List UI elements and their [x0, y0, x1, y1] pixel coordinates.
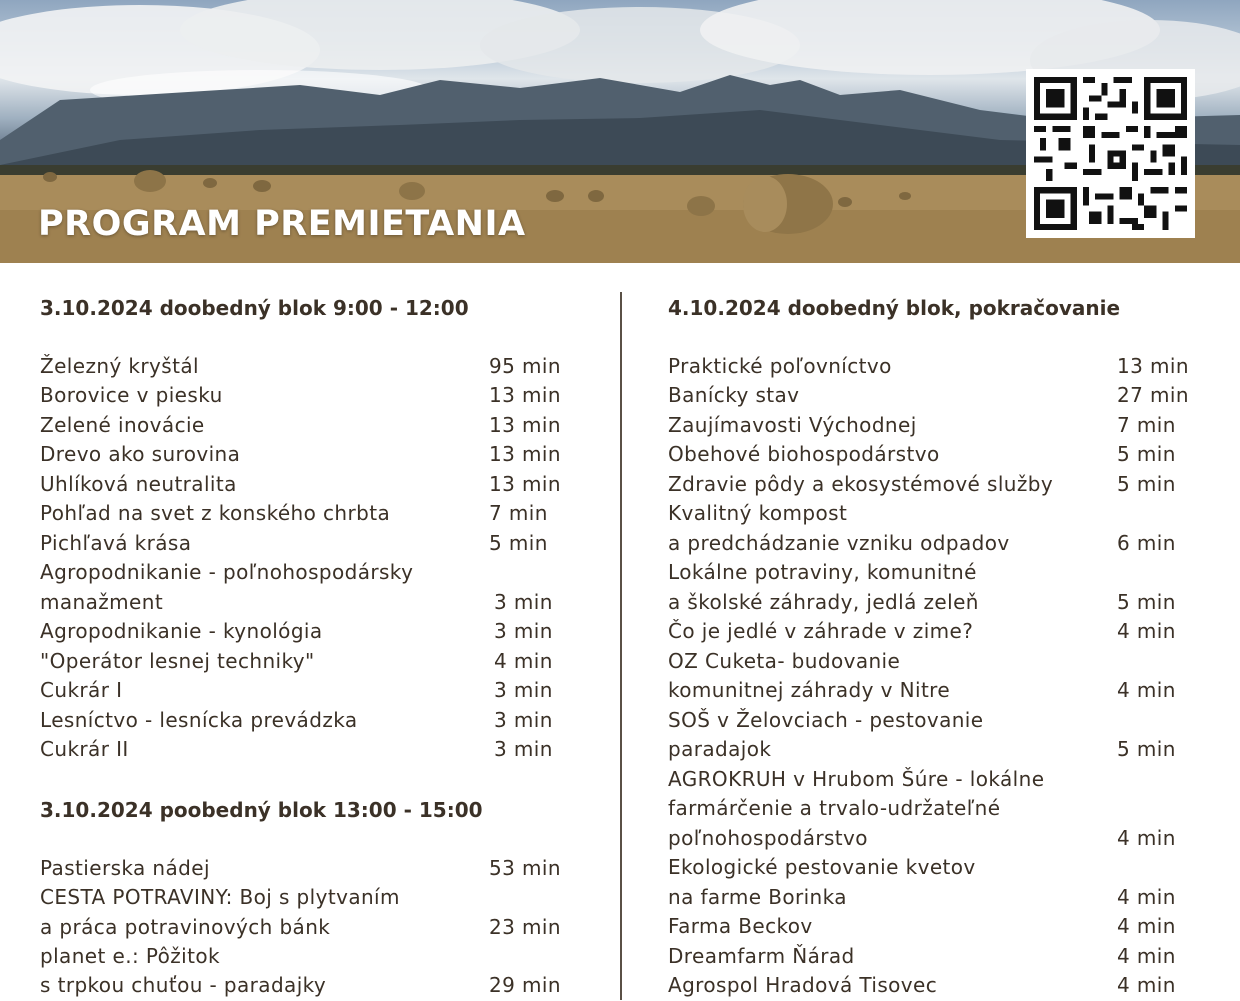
column-divider — [620, 292, 622, 1000]
program-title: Kvalitný kompost — [668, 501, 848, 525]
program-title-continued: s trpkou chuťou - paradajky — [40, 973, 327, 997]
program-title: Lesníctvo - lesnícka prevádzka — [40, 708, 358, 732]
program-title: Ekologické pestovanie kvetov — [668, 855, 976, 879]
program-duration: 53 min — [489, 856, 561, 880]
program-title: Cukrár I — [40, 678, 123, 702]
program-duration: 4 min — [1117, 678, 1176, 702]
program-duration: 6 min — [1117, 531, 1176, 555]
program-duration: 5 min — [489, 531, 548, 555]
program-title-continued: poľnohospodárstvo — [668, 826, 868, 850]
program-duration: 13 min — [1117, 354, 1189, 378]
program-title: Borovice v piesku — [40, 383, 223, 407]
program-duration: 95 min — [489, 354, 561, 378]
program-title: Pichľavá krása — [40, 531, 192, 555]
program-duration: 13 min — [489, 383, 561, 407]
program-title-continued: a predchádzanie vzniku odpadov — [668, 531, 1010, 555]
program-title-continued: na farme Borinka — [668, 885, 847, 909]
qr-code-pattern — [1034, 77, 1187, 230]
program-duration: 4 min — [1117, 914, 1176, 938]
program-title: Drevo ako surovina — [40, 442, 241, 466]
program-duration: 4 min — [1117, 885, 1176, 909]
program-duration: 5 min — [1117, 472, 1176, 496]
program-title-continued: manažment — [40, 590, 164, 614]
program-title: Železný kryštál — [40, 354, 199, 378]
program-duration: 5 min — [1117, 590, 1176, 614]
program-duration: 3 min — [494, 708, 553, 732]
program-duration: 23 min — [489, 915, 561, 939]
program-title: Dreamfarm Ňárad — [668, 944, 855, 968]
program-title-continued: a školské záhrady, jedlá zeleň — [668, 590, 979, 614]
program-title: CESTA POTRAVINY: Boj s plytvaním — [40, 885, 400, 909]
program-duration: 5 min — [1117, 442, 1176, 466]
block-heading-afternoon-day1: 3.10.2024 poobedný blok 13:00 - 15:00 — [40, 798, 483, 822]
program-title: Agropodnikanie - poľnohospodársky — [40, 560, 414, 584]
program-title: Praktické poľovníctvo — [668, 354, 892, 378]
program-title: Agropodnikanie - kynológia — [40, 619, 323, 643]
program-title: Farma Beckov — [668, 914, 813, 938]
program-title-continued: paradajok — [668, 737, 772, 761]
program-duration: 7 min — [489, 501, 548, 525]
program-title: Pastierska nádej — [40, 856, 210, 880]
program-title-continued: komunitnej záhrady v Nitre — [668, 678, 951, 702]
program-title: Cukrár II — [40, 737, 129, 761]
program-duration: 3 min — [494, 619, 553, 643]
program-title: Zdravie pôdy a ekosystémové služby — [668, 472, 1054, 496]
program-title: "Operátor lesnej techniky" — [40, 649, 315, 673]
program-title: Uhlíková neutralita — [40, 472, 237, 496]
program-title: SOŠ v Želovciach - pestovanie — [668, 708, 984, 732]
qr-code[interactable] — [1026, 69, 1195, 238]
program-duration: 27 min — [1117, 383, 1189, 407]
program-title: Obehové biohospodárstvo — [668, 442, 940, 466]
program-title: Čo je jedlé v záhrade v zime? — [668, 619, 974, 643]
program-title: Pohľad na svet z konského chrbta — [40, 501, 391, 525]
program-duration: 3 min — [494, 678, 553, 702]
program-title: Agrospol Hradová Tisovec — [668, 973, 938, 997]
program-title-continued: a práca potravinových bánk — [40, 915, 331, 939]
program-duration: 13 min — [489, 413, 561, 437]
page-title: PROGRAM PREMIETANIA — [38, 204, 526, 244]
program-duration: 4 min — [1117, 944, 1176, 968]
program-duration: 4 min — [494, 649, 553, 673]
program-title: OZ Cuketa- budovanie — [668, 649, 901, 673]
program-title-continued: farmárčenie a trvalo-udržateľné — [668, 796, 1001, 820]
program-duration: 7 min — [1117, 413, 1176, 437]
program-duration: 13 min — [489, 472, 561, 496]
program-title: Banícky stav — [668, 383, 800, 407]
program-duration: 4 min — [1117, 619, 1176, 643]
program-duration: 13 min — [489, 442, 561, 466]
program-duration: 4 min — [1117, 826, 1176, 850]
program-title: Zelené inovácie — [40, 413, 205, 437]
program-duration: 3 min — [494, 737, 553, 761]
program-title: planet e.: Pôžitok — [40, 944, 220, 968]
program-title: Zaujímavosti Východnej — [668, 413, 917, 437]
program-duration: 29 min — [489, 973, 561, 997]
program-duration: 3 min — [494, 590, 553, 614]
program-duration: 5 min — [1117, 737, 1176, 761]
program-duration: 4 min — [1117, 973, 1176, 997]
block-heading-morning-day1: 3.10.2024 doobedný blok 9:00 - 12:00 — [40, 296, 469, 320]
program-title: Lokálne potraviny, komunitné — [668, 560, 977, 584]
program-title: AGROKRUH v Hrubom Šúre - lokálne — [668, 767, 1045, 791]
block-heading-morning-day2: 4.10.2024 doobedný blok, pokračovanie — [668, 296, 1121, 320]
